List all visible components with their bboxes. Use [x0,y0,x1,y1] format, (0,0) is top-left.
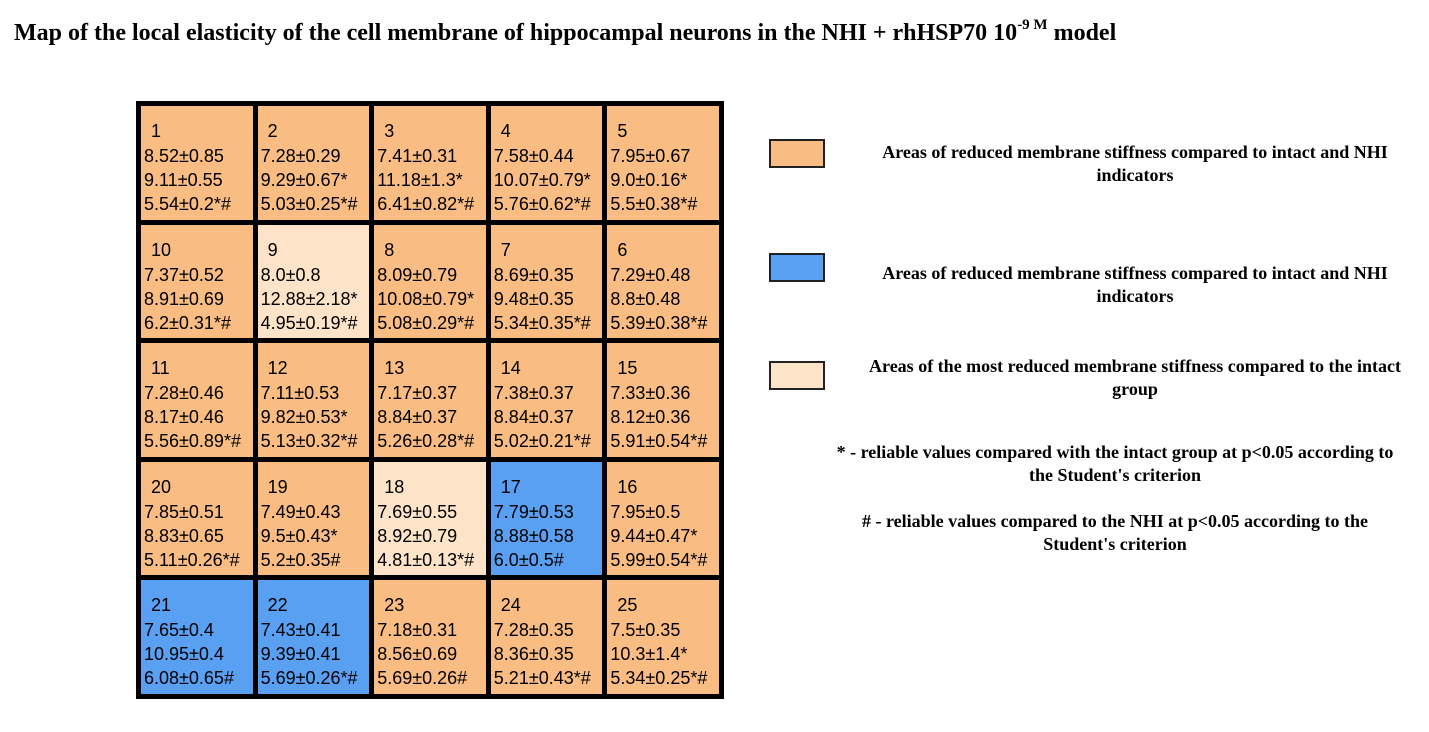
grid-cell [374,462,486,576]
grid-cell [141,106,253,220]
grid-cell [491,462,603,576]
cell-value-1: 7.65±0.4 [144,620,214,641]
cell-value-2: 9.48±0.35 [493,288,574,309]
cell-value-2: 8.92±0.79 [377,525,458,546]
cell-value-3: 6.2±0.31*# [144,312,231,333]
cell-value-2: 9.39±0.41 [260,644,341,665]
grid-cell [374,343,486,457]
legend-label-reduced: Areas of reduced membrane stiffness compared to intact and NHI indicators [882,142,1388,185]
cell-value-2: 9.5±0.43* [260,525,338,546]
grid-cell [491,106,603,220]
grid-cell [491,343,603,457]
grid-cell [607,462,719,576]
cell-number: 12 [267,358,288,379]
legend-swatch-reduced-blue [769,253,825,282]
cell-value-2: 8.17±0.46 [144,407,224,428]
cell-number: 22 [267,595,288,616]
legend-note-hash: # - reliable values compared to the NHI at p<0.05 according to the Student's criterion [861,511,1369,554]
cell-value-1: 7.28±0.29 [260,146,341,166]
cell-value-1: 7.5±0.35 [610,620,681,641]
cell-value-1: 7.38±0.37 [493,383,574,404]
cell-value-1: 7.18±0.31 [377,620,458,641]
cell-number: 25 [617,595,638,616]
cell-value-1: 7.69±0.55 [377,501,458,522]
cell-value-1: 8.09±0.79 [377,264,458,285]
grid-cell [258,225,370,339]
cell-value-3: 5.54±0.2*# [144,194,231,214]
cell-number: 16 [617,476,638,497]
cell-number: 9 [267,239,278,260]
cell-number: 2 [267,121,278,141]
cell-number: 18 [384,476,405,497]
grid-cell [607,580,719,694]
grid-cell [141,343,253,457]
cell-value-2: 9.11±0.55 [144,170,223,190]
cell-value-2: 10.07±0.79* [493,170,591,190]
cell-number: 4 [500,121,511,141]
grid-cell [374,225,486,339]
cell-number: 24 [500,595,521,616]
cell-value-2: 11.18±1.3* [377,170,463,190]
cell-value-3: 5.34±0.35*# [493,312,591,333]
grid-cell [607,343,719,457]
grid-cell [141,462,253,576]
grid-cell [607,106,719,220]
cell-number: 10 [151,239,172,260]
cell-value-2: 8.36±0.35 [493,644,574,665]
cell-number: 1 [151,121,162,141]
cell-number: 23 [384,595,405,616]
cell-value-1: 7.11±0.53 [260,383,340,404]
cell-value-1: 7.28±0.35 [493,620,574,641]
cell-value-2: 8.84±0.37 [377,407,458,428]
cell-value-2: 10.95±0.4 [144,644,224,665]
cell-value-3: 5.03±0.25*# [260,194,358,214]
cell-value-1: 7.95±0.67 [610,146,691,166]
cell-value-3: 5.99±0.54*# [610,549,708,570]
cell-value-1: 8.52±0.85 [144,146,224,166]
legend-swatch-most-reduced [769,361,825,390]
title-superscript: -9 M [1017,17,1048,33]
cell-number: 21 [151,595,172,616]
grid-cell [258,106,370,220]
cell-value-1: 7.79±0.53 [493,501,574,522]
legend-swatch-reduced [769,139,825,168]
cell-value-3: 4.81±0.13*# [377,549,475,570]
title-main: Map of the local elasticity of the cell membrane of hippocampal neurons in the NHI + rhHSP70 10 [14,20,1018,46]
cell-number: 17 [500,476,521,497]
cell-number: 3 [384,121,395,141]
cell-value-3: 6.08±0.65# [144,668,234,689]
cell-value-3: 6.0±0.5# [493,549,564,570]
cell-value-1: 7.33±0.36 [610,383,691,404]
grid-cell [258,462,370,576]
grid-cell [491,580,603,694]
cell-value-3: 5.91±0.54*# [610,431,708,452]
cell-value-3: 5.2±0.35# [260,549,341,570]
cell-value-1: 7.28±0.46 [144,383,224,404]
cell-value-2: 12.88±2.18* [260,288,358,309]
cell-value-2: 8.83±0.65 [144,525,224,546]
grid-cell [258,343,370,457]
cell-value-1: 7.37±0.52 [144,264,224,285]
cell-number: 15 [617,358,638,379]
grid-cell [141,580,253,694]
cell-value-2: 10.3±1.4* [610,644,688,665]
grid-cell [607,225,719,339]
cell-value-2: 9.29±0.67* [260,170,348,190]
grid-cell [374,106,486,220]
cell-value-3: 5.39±0.38*# [610,312,708,333]
cell-value-1: 7.29±0.48 [610,264,691,285]
cell-value-2: 8.8±0.48 [610,288,681,309]
cell-value-1: 7.95±0.5 [610,501,681,522]
grid-cell [141,225,253,339]
cell-value-2: 9.44±0.47* [610,525,698,546]
grid-cell [491,225,603,339]
cell-number: 8 [384,239,395,260]
cell-value-3: 5.08±0.29*# [377,312,475,333]
grid-cell [374,580,486,694]
cell-value-3: 5.26±0.28*# [377,431,475,452]
cell-value-3: 5.21±0.43*# [493,668,591,689]
cell-number: 7 [500,239,511,260]
title-suffix: model [1047,20,1117,46]
legend-label-reduced-blue: Areas of reduced membrane stiffness compared to intact and NHI indicators [882,263,1388,306]
cell-number: 20 [151,476,172,497]
page-title [14,17,1117,47]
cell-value-3: 5.13±0.32*# [260,431,358,452]
cell-value-3: 5.02±0.21*# [493,431,591,452]
cell-number: 6 [617,239,628,260]
cell-value-3: 5.69±0.26*# [260,668,358,689]
cell-value-3: 5.76±0.62*# [493,194,591,214]
cell-value-1: 8.69±0.35 [493,264,574,285]
cell-value-1: 7.41±0.31 [377,146,458,166]
cell-value-1: 7.58±0.44 [493,146,574,166]
cell-value-1: 7.49±0.43 [260,501,341,522]
cell-value-2: 8.12±0.36 [610,407,691,428]
legend-label-most-reduced: Areas of the most reduced membrane stiffness compared to the intact group [869,356,1401,399]
cell-value-1: 7.85±0.51 [144,501,224,522]
legend-note-asterisk: * - reliable values compared with the intact group at p<0.05 according to the Student's criterion [836,442,1394,485]
cell-value-1: 7.17±0.37 [377,383,458,404]
cell-number: 14 [500,358,521,379]
cell-value-1: 8.0±0.8 [260,264,321,285]
cell-value-3: 5.69±0.26# [377,668,468,689]
cell-value-3: 5.11±0.26*# [144,549,240,570]
cell-value-2: 8.88±0.58 [493,525,574,546]
cell-number: 5 [617,121,628,141]
cell-value-2: 8.84±0.37 [493,407,574,428]
cell-value-1: 7.43±0.41 [260,620,341,641]
cell-value-2: 9.0±0.16* [610,170,688,190]
cell-value-3: 6.41±0.82*# [377,194,475,214]
grid-cell [258,580,370,694]
elasticity-grid [136,101,724,699]
cell-value-2: 9.82±0.53* [260,407,348,428]
cell-value-2: 10.08±0.79* [377,288,475,309]
cell-value-2: 8.56±0.69 [377,644,458,665]
cell-number: 13 [384,358,405,379]
cell-value-3: 5.56±0.89*# [144,431,241,452]
cell-number: 11 [151,358,170,379]
cell-value-3: 4.95±0.19*# [260,312,358,333]
cell-value-2: 8.91±0.69 [144,288,224,309]
cell-number: 19 [267,476,288,497]
cell-value-3: 5.34±0.25*# [610,668,708,689]
cell-value-3: 5.5±0.38*# [610,194,698,214]
